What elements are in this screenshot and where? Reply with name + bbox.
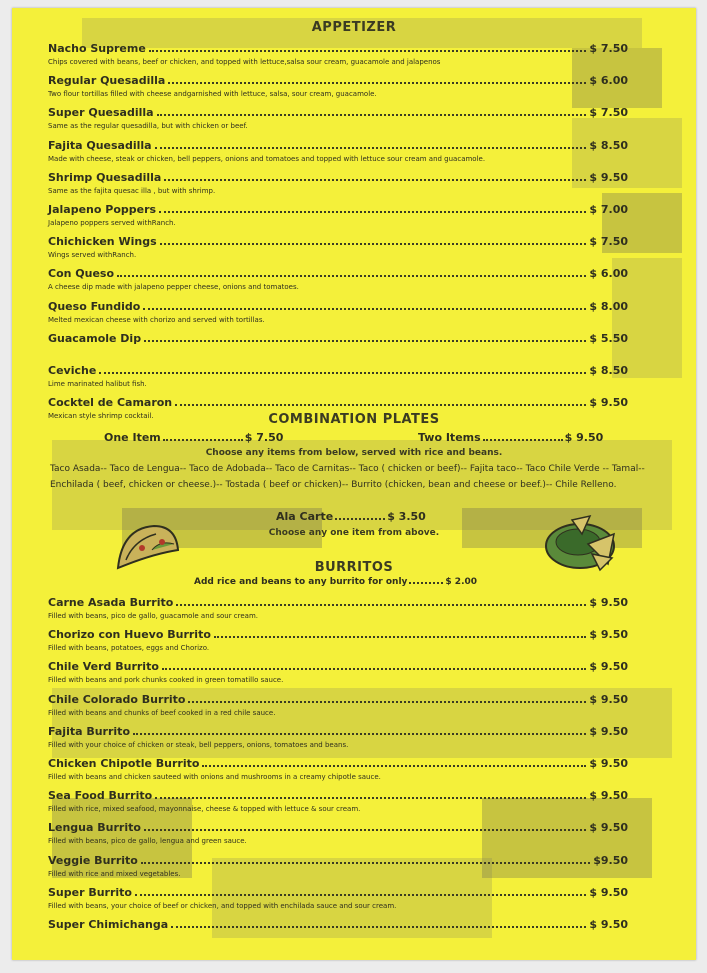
menu-item-name: Chorizo con Huevo Burrito — [48, 628, 211, 642]
two-items-label: Two Items — [418, 431, 481, 444]
leader-dots — [164, 178, 586, 181]
menu-item — [48, 853, 628, 867]
leader-dots — [163, 438, 243, 441]
menu-item-price: $ 9.50 — [589, 170, 628, 184]
menu-item-price: $ 6.00 — [589, 74, 628, 88]
menu-item-name: Guacamole Dip — [48, 331, 142, 345]
menu-item-name: Fajita Quesadilla — [48, 138, 152, 152]
leader-dots — [175, 403, 586, 406]
menu-item-price: $ 9.50 — [589, 692, 628, 706]
menu-item-description: Filled with beans, potatoes, eggs and Chorizo. — [48, 644, 210, 653]
menu-item-price: $ 9.50 — [589, 885, 628, 899]
menu-item-price: $ 9.50 — [589, 789, 628, 803]
menu-item-price: $ 9.50 — [589, 724, 628, 738]
menu-item — [48, 73, 628, 87]
menu-item-price: $ 9.50 — [589, 628, 628, 642]
leader-dots — [176, 603, 586, 606]
menu-item-description: A cheese dip made with jalapeno pepper cheese, onions and tomatoes. — [48, 283, 299, 292]
leader-dots — [162, 667, 586, 670]
menu-item-name: Super Quesadilla — [48, 106, 154, 120]
leader-dots — [143, 307, 586, 310]
menu-item-name: Jalapeno Poppers — [48, 203, 157, 216]
menu-item-name: Shrimp Quesadilla — [48, 170, 162, 184]
leader-dots — [155, 796, 586, 799]
menu-item-description: Filled with beans and chunks of beef cooked in a red chile sauce. — [48, 708, 276, 717]
menu-item-name: Chile Colorado Burrito — [48, 692, 186, 706]
menu-item — [48, 234, 628, 248]
menu-item — [48, 105, 628, 119]
menu-item-description: Mexican style shrimp cocktail. — [48, 412, 154, 421]
leader-dots — [214, 635, 586, 638]
menu-item-name: Carne Asada Burrito — [48, 596, 174, 609]
leader-dots — [141, 861, 590, 864]
menu-item — [48, 138, 628, 152]
ala-carte-price: $ 3.50 — [387, 510, 426, 523]
menu-item-description: Jalapeno poppers served withRanch. — [48, 219, 176, 227]
menu-item-description: Melted mexican cheese with chorizo and served with tortillas. — [48, 315, 265, 324]
menu-item-name: Chile Verd Burrito — [48, 660, 159, 674]
appetizer-title: APPETIZER — [311, 20, 397, 35]
menu-item-name: Fajita Burrito — [48, 724, 130, 738]
leader-dots — [155, 146, 587, 149]
menu-item-name: Cocktel de Camaron — [48, 396, 173, 410]
one-item-label: One Item — [104, 431, 161, 444]
menu-item-name: Veggie Burrito — [48, 853, 138, 867]
menu-item-price: $ 9.50 — [589, 821, 628, 835]
combination-title: COMBINATION PLATES — [268, 412, 440, 427]
menu-item-name: Nacho Supreme — [48, 42, 146, 55]
leader-dots — [159, 210, 586, 213]
menu-item-name: Chicken Chipotle Burrito — [48, 757, 200, 770]
menu-item-price: $ 9.50 — [589, 396, 628, 410]
leader-dots — [99, 371, 586, 374]
menu-item — [48, 595, 628, 609]
menu-item-description: Filled with your choice of chicken or steak, bell peppers, onions, tomatoes and beans. — [48, 740, 349, 749]
ala-carte-label: Ala Carte — [276, 510, 334, 523]
burritos-note — [194, 577, 477, 587]
menu-item-description: Filled with beans, pico de gallo, guacamole and sour cream. — [48, 612, 259, 620]
menu-item-name: Chichicken Wings — [48, 235, 157, 249]
menu-item — [48, 202, 628, 216]
menu-item-description: Filled with beans and chicken sauteed with onions and mushrooms in a creamy chipotle sauce. — [48, 773, 381, 781]
burritos-note-price: $ 2.00 — [445, 577, 478, 587]
menu-item-price: $ 9.50 — [589, 660, 628, 674]
menu-item — [48, 395, 628, 409]
menu-item-price: $ 7.00 — [589, 203, 628, 216]
menu-item-description: Wings served withRanch. — [48, 251, 137, 260]
menu-item-price: $ 7.50 — [589, 106, 628, 120]
menu-item — [48, 299, 628, 313]
menu-item-description: Same as the regular quesadilla, but with chicken or beef. — [48, 122, 248, 131]
menu-item — [48, 917, 628, 931]
menu-item-price: $ 8.50 — [589, 364, 628, 377]
menu-item-description: Made with cheese, steak or chicken, bell peppers, onions and tomatoes and topped with lettuce sour cream and guacamole. — [48, 154, 486, 163]
menu-item-description: Two flour tortillas filled with cheese andgarnished with lettuce, salsa, sour cream, guacamole. — [48, 90, 377, 99]
leader-dots — [188, 700, 586, 703]
menu-item-name: Super Chimichanga — [48, 918, 169, 931]
menu-item-description: Filled with rice, mixed seafood, mayonnaise, cheese & topped with lettuce & sour cream. — [48, 805, 361, 814]
ala-carte-note: Choose any one item from above. — [268, 528, 440, 538]
menu-item — [48, 788, 628, 802]
leader-dots — [144, 339, 586, 342]
menu-item — [48, 331, 628, 345]
menu-item-price: $9.50 — [593, 853, 628, 867]
menu-item-description: Filled with beans, pico de gallo, lengua and green sauce. — [48, 837, 247, 846]
one-item-line — [104, 431, 283, 444]
leader-dots — [117, 274, 586, 277]
menu-item-name: Queso Fundido — [48, 299, 141, 313]
leader-dots — [135, 893, 586, 896]
menu-item — [48, 692, 628, 706]
menu-item — [48, 885, 628, 899]
leader-dots — [157, 113, 587, 116]
leader-dots — [160, 242, 587, 245]
menu-item-price: $ 9.50 — [589, 757, 628, 770]
menu-item — [48, 41, 628, 55]
one-item-price: $ 7.50 — [244, 431, 284, 444]
menu-item — [48, 266, 628, 280]
menu-item-price: $ 6.00 — [589, 267, 628, 281]
menu-item-description: Filled with beans, your choice of beef or chicken, and topped with enchilada sauce and sour cream. — [48, 901, 397, 910]
menu-item-description: Filled with beans and pork chunks cooked in green tomatillo sauce. — [48, 676, 284, 685]
menu-item — [48, 820, 628, 834]
menu-item-name: Regular Quesadilla — [48, 74, 166, 88]
menu-item-description: Filled with rice and mixed vegetables. — [48, 869, 181, 878]
menu-item — [48, 170, 628, 184]
menu-item — [48, 363, 628, 377]
menu-item-name: Sea Food Burrito — [48, 789, 153, 803]
leader-dots — [483, 438, 563, 441]
combination-note: Choose any items from below, served with rice and beans. — [205, 448, 503, 458]
menu-item — [48, 724, 628, 738]
menu-item-name: Super Burrito — [48, 885, 132, 899]
two-items-price: $ 9.50 — [564, 431, 604, 444]
menu-item-description: Lime marinated halibut fish. — [48, 380, 147, 388]
menu-item-price: $ 7.50 — [589, 235, 628, 249]
menu-item-price: $ 9.50 — [589, 596, 628, 609]
menu-page — [12, 8, 696, 960]
burritos-title: BURRITOS — [314, 560, 394, 575]
leader-dots — [171, 925, 586, 928]
menu-item — [48, 627, 628, 641]
menu-item-price: $ 5.50 — [589, 331, 628, 345]
menu-item-name: Con Queso — [48, 267, 115, 281]
ala-carte-line — [276, 510, 426, 523]
leader-dots — [335, 517, 385, 520]
leader-dots — [133, 732, 586, 735]
menu-item-description: Same as the fajita quesac illa , but with shrimp. — [48, 186, 216, 195]
leader-dots — [149, 49, 587, 52]
menu-item-price: $ 8.50 — [589, 138, 628, 152]
burritos-note-label: Add rice and beans to any burrito for only — [194, 577, 408, 587]
menu-content — [12, 8, 696, 960]
menu-item-price: $ 9.50 — [589, 918, 628, 931]
menu-item — [48, 756, 628, 770]
menu-item — [48, 659, 628, 673]
menu-item-price: $ 8.00 — [589, 299, 628, 313]
combination-options: Taco Asada-- Taco de Lengua-- Taco de Adobada-- Taco de Carnitas-- Taco ( chicken or beef)-- Fajita taco-- Taco Chile Verde -- Tamal-- Enchilada ( beef, chicken or cheese.)-- Tostada ( beef or chicken)-- Burrito (chicken, bean and cheese or beef.)-- Chile Relleno. — [50, 464, 645, 490]
leader-dots — [202, 764, 586, 767]
menu-item-price: $ 7.50 — [589, 42, 628, 55]
leader-dots — [409, 581, 443, 584]
menu-item-name: Ceviche — [48, 364, 97, 377]
leader-dots — [168, 81, 586, 84]
two-items-line — [418, 431, 603, 444]
leader-dots — [144, 828, 586, 831]
menu-item-description: Chips covered with beans, beef or chicken, and topped with lettuce,salsa sour cream, guacamole and jalapenos — [48, 58, 441, 66]
menu-item-name: Lengua Burrito — [48, 821, 141, 835]
